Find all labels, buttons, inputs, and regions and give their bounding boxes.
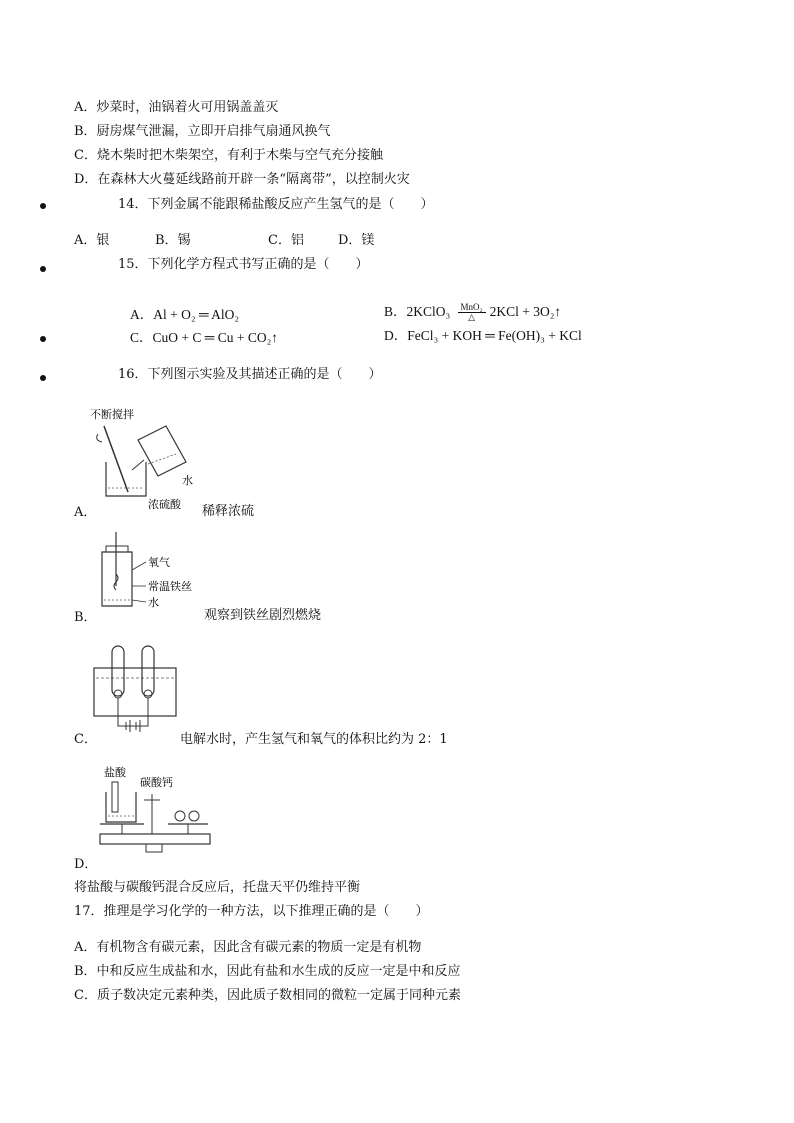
- q15-label-a: A．: [130, 307, 154, 322]
- water-tank-icon: [94, 668, 176, 716]
- q15-eq-b-right: 2KCl + 3O₂↑: [489, 304, 562, 319]
- q15-eq-d-text: FeCl₃ + KOH ═ Fe(OH)₃ + KCl: [407, 328, 582, 343]
- stir-arrow-icon: [97, 434, 102, 442]
- list-bullet: [40, 203, 46, 209]
- q16-option-d-desc: 将盐酸与碳酸钙混合反应后，托盘天平仍维持平衡: [74, 880, 361, 895]
- q15-label-b: B．: [384, 304, 407, 319]
- q13-option-d: D．在森林大火蔓延线路前开辟一条“隔离带”，以控制火灾: [74, 172, 410, 187]
- list-bullet: [40, 336, 46, 342]
- water-label: 水: [182, 474, 193, 487]
- hcl-label: 盐酸: [104, 766, 126, 779]
- q16-option-a-desc: 稀释浓硫: [202, 504, 255, 519]
- bottle-cap-icon: [106, 546, 128, 552]
- iron-wire-figure: [90, 530, 210, 612]
- q13-option-c: C．烧木柴时把木柴架空，有利于木柴与空气充分接触: [74, 148, 383, 163]
- q15-stem: 15．下列化学方程式书写正确的是（ ）: [118, 257, 369, 272]
- q15-eq-c-text: CuO + C ═ Cu + CO₂↑: [152, 330, 279, 345]
- test-tube-icon: [112, 782, 118, 812]
- electrolysis-figure: [90, 638, 182, 736]
- q16-option-b-label: B．: [74, 610, 97, 625]
- q14-option-b: B．锡: [155, 233, 191, 248]
- beaker-icon: [106, 792, 136, 822]
- q15-equation-d: [384, 324, 582, 344]
- balance-foot-icon: [146, 844, 162, 852]
- balance-figure: [96, 764, 216, 856]
- q16-option-c-desc: 电解水时，产生氢气和氧气的体积比约为 2：1: [180, 732, 448, 747]
- q15-eq-a-text: Al + O₂ ═ AlO₂: [153, 307, 240, 322]
- electrode-icon: [144, 690, 152, 698]
- weight-icon: [175, 811, 185, 821]
- heat-symbol: △: [468, 312, 476, 323]
- q16-stem: 16．下列图示实验及其描述正确的是（ ）: [118, 367, 382, 382]
- water-label: 水: [148, 596, 159, 609]
- test-tube-icon: [112, 646, 124, 696]
- q14-stem: 14．下列金属不能跟稀盐酸反应产生氢气的是（ ）: [118, 197, 434, 212]
- q16-option-d-label: D．: [74, 857, 98, 872]
- pouring-beaker-icon: [138, 426, 186, 476]
- catalyst-label: MnO₂: [460, 302, 483, 313]
- pour-stream-icon: [132, 460, 144, 470]
- q13-option-b: B．厨房煤气泄漏，立即开启排气扇通风换气: [74, 124, 331, 139]
- q17-stem: 17．推理是学习化学的一种方法，以下推理正确的是（ ）: [74, 904, 429, 919]
- q15-equation-c: [130, 326, 278, 346]
- wire-label: 常温铁丝: [148, 580, 192, 593]
- q17-option-a: A．有机物含有碳元素，因此含有碳元素的物质一定是有机物: [74, 940, 422, 955]
- caco3-label: 碳酸钙: [140, 776, 173, 789]
- electrode-icon: [114, 690, 122, 698]
- q15-equation-a: [130, 303, 239, 323]
- q16-option-a-label: A．: [74, 505, 97, 520]
- q15-eq-b-left: 2KClO₃: [406, 304, 451, 319]
- acid-label: 浓硫酸: [148, 498, 181, 511]
- q14-option-a: A．银: [74, 233, 110, 248]
- leader-line: [132, 600, 146, 602]
- glass-rod-icon: [104, 426, 128, 492]
- q15-label-d: D．: [384, 328, 408, 343]
- oxygen-label: 氧气: [148, 556, 170, 569]
- list-bullet: [40, 375, 46, 381]
- pointer-icon: [144, 794, 160, 834]
- q17-option-b: B．中和反应生成盐和水，因此有盐和水生成的反应一定是中和反应: [74, 964, 461, 979]
- q13-option-a: A．炒菜时，油锅着火可用锅盖盖灭: [74, 100, 279, 115]
- q15-eq-b-arrow: [458, 303, 486, 322]
- q15-label-c: C．: [130, 330, 153, 345]
- q15-equation-b: [384, 300, 561, 322]
- test-tube-icon: [142, 646, 154, 696]
- water-liquid-icon: [148, 454, 176, 464]
- leader-line: [132, 562, 146, 570]
- q14-option-c: C．铝: [268, 233, 304, 248]
- gas-bottle-icon: [102, 552, 132, 606]
- q16-option-c-label: C．: [74, 732, 97, 747]
- q16-option-b-desc: 观察到铁丝剧烈燃烧: [204, 608, 322, 623]
- weight-icon: [189, 811, 199, 821]
- beaker-icon: [106, 462, 146, 496]
- dilution-figure: [88, 404, 200, 516]
- wire-circuit-icon: [118, 698, 148, 726]
- q14-option-d: D．镁: [338, 233, 375, 248]
- stir-label: 不断搅拌: [90, 408, 134, 421]
- balance-base-icon: [100, 834, 210, 844]
- q17-option-c: C．质子数决定元素种类，因此质子数相同的微粒一定属于同种元素: [74, 988, 461, 1003]
- list-bullet: [40, 266, 46, 272]
